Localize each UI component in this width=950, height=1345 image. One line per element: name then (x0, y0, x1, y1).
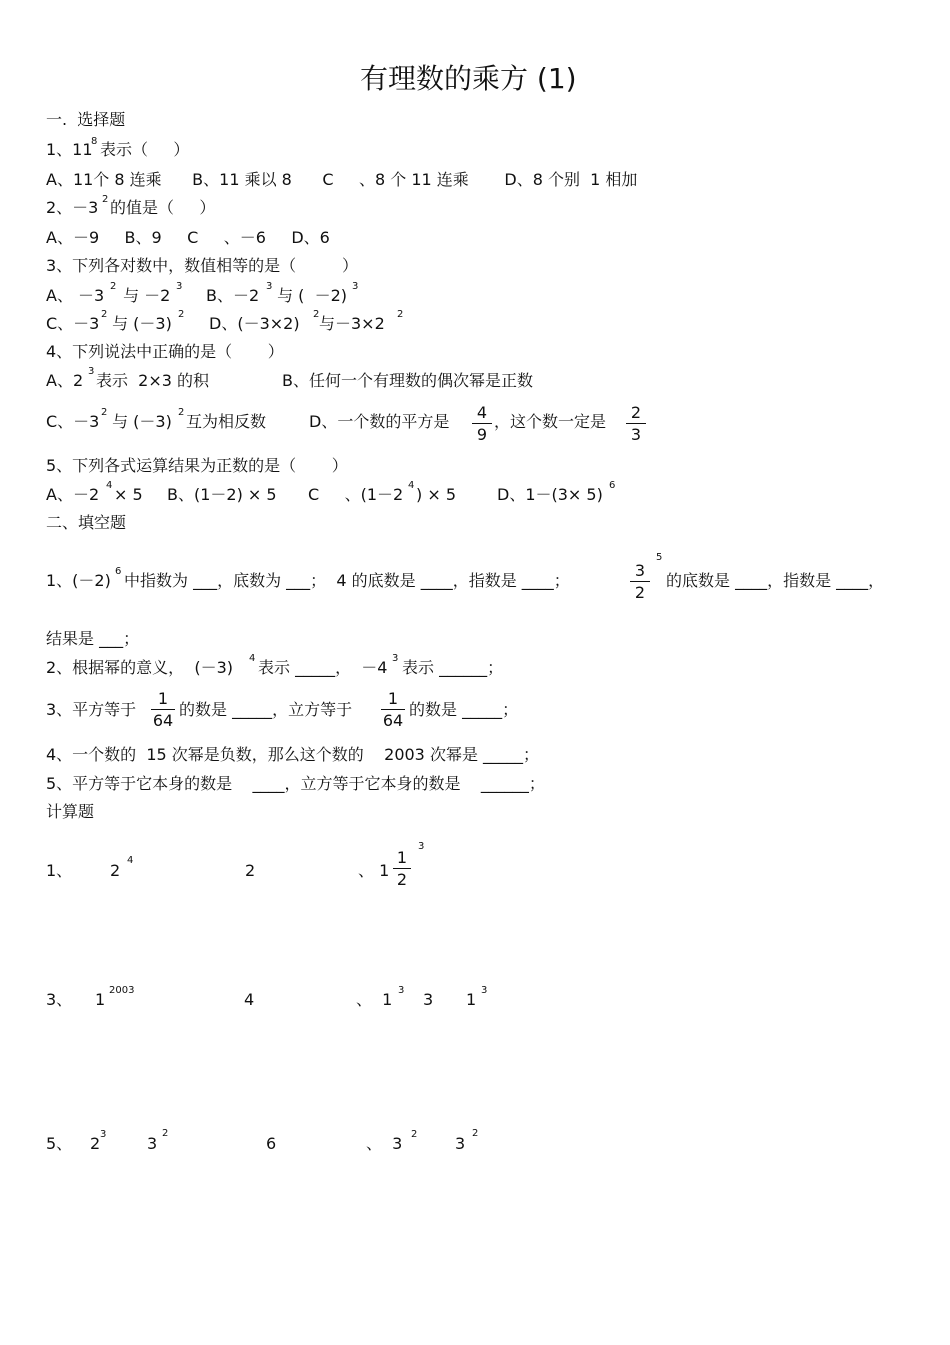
fill-q2-exp2: 3 (392, 653, 399, 664)
q3-stem: 3、下列各对数中，数值相等的是（ ） (46, 256, 358, 275)
q2-exponent: 2 (102, 194, 109, 205)
q2-suffix: 的值是（ ） (110, 198, 216, 217)
calc-p5-c: 6 (266, 1134, 277, 1153)
fraction-numerator: 4 (476, 403, 488, 422)
q5-stem: 5、下列各式运算结果为正数的是（ ） (46, 456, 348, 475)
fill-q2-part3: 表示 ______； (402, 658, 504, 677)
q4-option-b: B、任何一个有理数的偶次幂是正数 (282, 371, 533, 390)
q2-options: A、－9 B、9 C 、－6 D、6 (46, 228, 330, 247)
fraction-denominator: 64 (152, 711, 174, 730)
q4-option-d: D、一个数的平方是 (309, 412, 450, 431)
section-heading-choice: 一. 选择题 (46, 110, 126, 129)
fraction-bar (626, 423, 646, 424)
fraction-bar (151, 709, 175, 710)
fraction-denominator: 2 (396, 870, 408, 889)
fill-q1-fraction-exp: 5 (656, 552, 663, 563)
fill-q3-part2: 的数是 _____，立方等于 (179, 700, 353, 719)
q3-option-d-exp1: 2 (313, 309, 320, 320)
calc-p1-a-exp: 4 (127, 855, 134, 866)
fraction-bar (381, 709, 405, 710)
calc-p5-b: 3 (147, 1134, 158, 1153)
calc-p1-c-exp: 3 (418, 841, 425, 852)
calc-p1-c: 、 1 (358, 861, 390, 880)
calc-p5-d: 、 3 (366, 1134, 403, 1153)
calc-p5-a-exp: 3 (100, 1129, 107, 1140)
fill-q2-exp1: 4 (249, 653, 256, 664)
fill-q3-part1: 3、平方等于 (46, 700, 137, 719)
q3-option-d-exp2: 2 (397, 309, 404, 320)
fill-q3-fraction2 (381, 689, 405, 730)
q5-option-a-rest: × 5 (114, 485, 143, 504)
q3-option-a: A、 －3 (46, 286, 105, 305)
calc-p5-e: 3 (455, 1134, 466, 1153)
q5-option-c-rest: ) × 5 (416, 485, 456, 504)
q4-option-c-exp1: 2 (101, 407, 108, 418)
fill-q5: 5、平方等于它本身的数是 ____，立方等于它本身的数是 ______； (46, 774, 545, 793)
q5-option-d: D、1－(3× 5) (497, 485, 603, 504)
q3-option-b: B、－2 (206, 286, 260, 305)
fraction-denominator: 64 (382, 711, 404, 730)
fraction-bar (393, 868, 411, 869)
q4-option-d-mid: ，这个数一定是 (494, 412, 607, 431)
fill-q3-part3: 的数是 _____； (409, 700, 519, 719)
calc-p5-a: 2 (90, 1134, 101, 1153)
q5-option-a: A、－2 (46, 485, 100, 504)
q5-option-d-exp: 6 (609, 480, 616, 491)
section-heading-fill: 二、填空题 (46, 513, 127, 532)
fill-q1-part1: 1、(－2) (46, 571, 111, 590)
calc-p3-c: 、 1 (356, 990, 393, 1009)
q3-option-d-rest: 与－3×2 (319, 314, 385, 333)
q4-option-c-mid: 与 (－3) (107, 412, 172, 431)
q4-option-c-exp2: 2 (178, 407, 185, 418)
fraction-numerator: 3 (634, 561, 646, 580)
fraction-denominator: 3 (630, 425, 642, 444)
q4-option-d-fraction2 (626, 403, 646, 444)
fill-q1-part4: 结果是 ___； (46, 629, 140, 648)
q5-option-b: B、(1－2) × 5 (167, 485, 277, 504)
q3-option-b-rest: 与 ( －2) (272, 286, 348, 305)
q4-option-c-rest: 互为相反数 (186, 412, 267, 431)
q4-stem: 4、下列说法中正确的是（ ） (46, 342, 284, 361)
calc-p5-d-exp: 2 (411, 1129, 418, 1140)
calc-p1-b: 2 (245, 861, 256, 880)
fraction-numerator: 1 (396, 848, 408, 867)
fraction-bar (630, 581, 650, 582)
q1-suffix: 表示（ ） (100, 140, 190, 159)
calc-p1-a: 2 (110, 861, 121, 880)
calc-p3-a: 1 (95, 990, 106, 1009)
page-title: 有理数的乘方 (1) (360, 62, 577, 95)
q1-options: A、11个 8 连乘 B、11 乘以 8 C 、8 个 11 连乘 D、8 个别 1 相加 (46, 170, 638, 189)
calc-p5-b-exp: 2 (162, 1128, 169, 1139)
calc-p3-number: 3、 (46, 990, 73, 1009)
q3-option-d: D、(－3×2) (209, 314, 300, 333)
q4-option-d-fraction1 (472, 403, 492, 444)
calc-p3-a-exp: 2003 (109, 985, 135, 996)
fraction-denominator: 9 (476, 425, 488, 444)
fill-q2-part2: 表示 _____， －4 (258, 658, 388, 677)
section-heading-calc: 计算题 (46, 802, 95, 821)
fraction-numerator: 1 (157, 689, 169, 708)
calc-p1-number: 1、 (46, 861, 73, 880)
q3-option-a-exp1: 2 (110, 281, 117, 292)
q3-option-c-exp2: 2 (178, 309, 185, 320)
fraction-numerator: 1 (387, 689, 399, 708)
q4-option-a: A、2 (46, 371, 84, 390)
calc-p3-d: 3 (423, 990, 434, 1009)
fill-q1-exp: 6 (115, 566, 122, 577)
q3-option-a-rest: 与 －2 (118, 286, 171, 305)
q5-option-c: C 、(1－2 (308, 485, 404, 504)
calc-p5-e-exp: 2 (472, 1128, 479, 1139)
q4-option-c: C、－3 (46, 412, 100, 431)
fill-q1-fraction (630, 561, 650, 602)
fill-q2-part1: 2、根据幂的意义， (－3) (46, 658, 234, 677)
q3-option-c-exp1: 2 (101, 309, 108, 320)
q4-option-a-rest: 表示 2×3 的积 (96, 371, 210, 390)
q4-option-a-exp: 3 (88, 366, 95, 377)
fraction-denominator: 2 (634, 583, 646, 602)
q3-option-c-rest: 与 (－3) (107, 314, 172, 333)
calc-p1-fraction (393, 848, 411, 889)
q3-option-c: C、－3 (46, 314, 100, 333)
calc-p5-number: 5、 (46, 1134, 73, 1153)
calc-p3-e: 1 (466, 990, 477, 1009)
q1-prefix: 1、11 (46, 140, 93, 159)
q3-option-a-exp2: 3 (176, 281, 183, 292)
fraction-bar (472, 423, 492, 424)
q5-option-a-exp: 4 (106, 480, 113, 491)
fill-q3-fraction1 (151, 689, 175, 730)
q5-option-c-exp: 4 (408, 480, 415, 491)
q2-prefix: 2、－3 (46, 198, 99, 217)
calc-p3-e-exp: 3 (481, 985, 488, 996)
calc-p3-c-exp: 3 (398, 985, 405, 996)
q1-exponent: 8 (91, 136, 98, 147)
fill-q1-part2: 中指数为 ___，底数为 ___； 4 的底数是 ____，指数是 ____； (124, 571, 570, 590)
fraction-numerator: 2 (630, 403, 642, 422)
fill-q4: 4、一个数的 15 次幂是负数，那么这个数的 2003 次幂是 _____； (46, 745, 540, 764)
q3-option-b-exp1: 3 (266, 281, 273, 292)
fill-q1-part3: 的底数是 ____，指数是 ____， (666, 571, 885, 590)
calc-p3-b: 4 (244, 990, 255, 1009)
q3-option-b-exp2: 3 (352, 281, 359, 292)
